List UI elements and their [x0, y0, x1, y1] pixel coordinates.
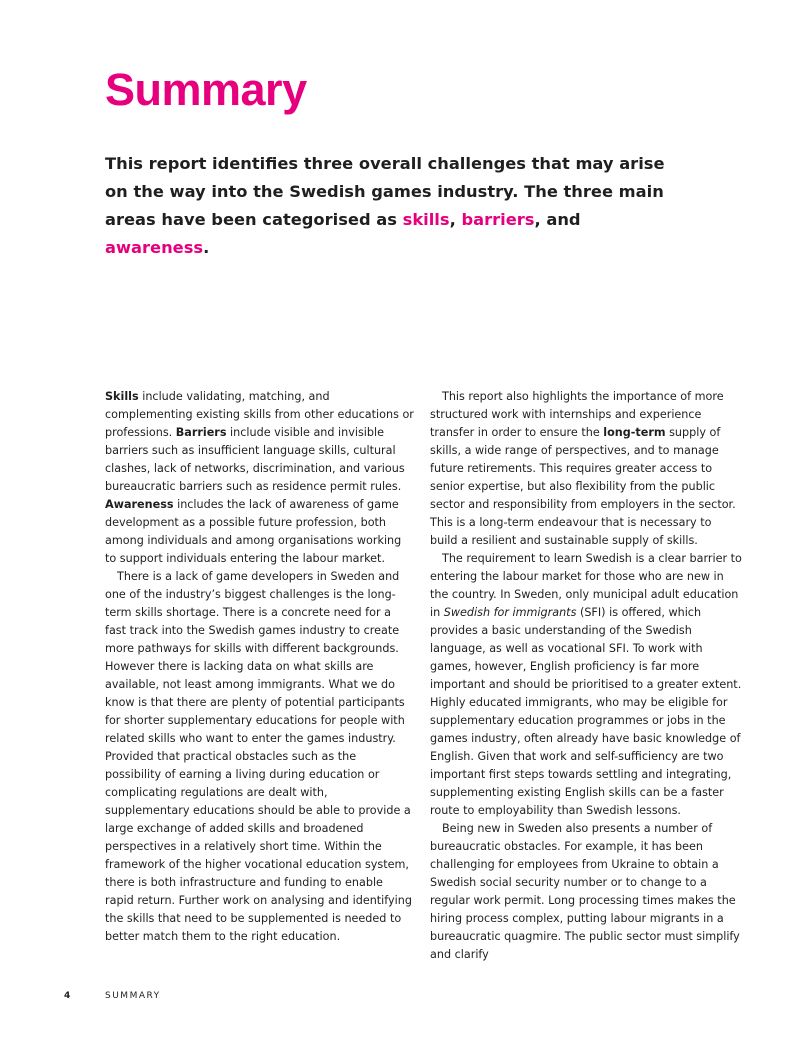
body-text: includes the lack of awareness of game development as a possible future profession, both among individuals and among organisations working to support individuals entering the labour market. [105, 498, 402, 565]
page-title: Summary [105, 64, 307, 115]
body-paragraph: There is a lack of game developers in Sweden and one of the industry’s biggest challenges is the long-term skills shortage. There is a concrete need for a fast track into the Swedish games industry to create more pathways for skills with different backgrounds. However there is lacking data on what skills are available, not least among immigrants. What we do know is that there are plenty of potential participants for shorter supplementary educations for people with related skills who want to enter the games industry. Provided that practical obstacles such as the possibility of earning a living during education or complicating regulations are dealt with, supplementary educations should be able to provide a large exchange of added skills and broadened perspectives in a relatively short time. Within the framework of the higher vocational education system, there is both infrastructure and funding to enable rapid return. Further work on analysing and identifying the skills that need to be supplemented is needed to better match them to the right education. [105, 570, 412, 943]
lead-separator: , and [534, 210, 581, 229]
lead-end: . [203, 238, 210, 257]
bold-term: long-term [603, 426, 666, 439]
body-text: include validating, matching, and complementing existing skills from other educations or professions. [105, 390, 414, 439]
term-barriers: Barriers [175, 426, 227, 439]
page-number: 4 [64, 991, 71, 1001]
body-paragraph [430, 550, 742, 820]
body-text: supply of skills, a wide range of perspectives, and to manage future retirements. This requires greater access to senior expertise, but also flexibility from the public sector and responsibility from employers in the sector. This is a long-term endeavour that is necessary to build a resilient and sustainable supply of skills. [430, 426, 736, 547]
body-text: include visible and invisible barriers such as insufficient language skills, cultural clashes, lack of networks, discrimination, and various bureaucratic barriers such as residence permit rules. [105, 426, 405, 493]
body-text: The requirement to learn Swedish is a clear barrier to entering the labour market for those who are new in the country. In Sweden, only municipal adult education in [430, 552, 742, 619]
right-column [430, 388, 742, 964]
body-text: This report also highlights the importance of more structured work with internships and experience transfer in order to ensure the [430, 390, 724, 439]
left-column [105, 388, 415, 946]
term-awareness: Awareness [105, 498, 174, 511]
lead-separator: , [449, 210, 462, 229]
lead-highlight-barriers: barriers [461, 210, 535, 229]
italic-term: Swedish for immigrants [443, 606, 577, 619]
body-paragraph [430, 388, 742, 550]
footer-section-name: SUMMARY [105, 991, 161, 1001]
body-paragraph [105, 388, 415, 568]
body-text: (SFI) is offered, which provides a basic understanding of the Swedish language, as well as vocational SFI. To work with games, however, English proficiency is far more important and should be prioritised to a greater extent. Highly educated immigrants, who may be eligible for supplementary education programmes or jobs in the games industry, often already have basic knowledge of English. Given that work and self-sufficiency are two important first steps towards settling and integrating, supplementing existing English skills can be a faster route to employability than Swedish lessons. [430, 606, 742, 817]
term-skills: Skills [105, 390, 139, 403]
lead-text: This report identifies three overall challenges that may arise on the way into the Swedish games industry. The three main areas have been categorised as [105, 154, 665, 229]
lead-highlight-skills: skills [402, 210, 450, 229]
lead-highlight-awareness: awareness [105, 238, 204, 257]
lead-paragraph [105, 150, 665, 262]
body-paragraph: Being new in Sweden also presents a number of bureaucratic obstacles. For example, it has been challenging for employees from Ukraine to obtain a Swedish social security number or to change to a regular work permit. Long processing times makes the hiring process complex, putting labour migrants in a bureaucratic quagmire. The public sector must simplify and clarify [430, 822, 740, 961]
